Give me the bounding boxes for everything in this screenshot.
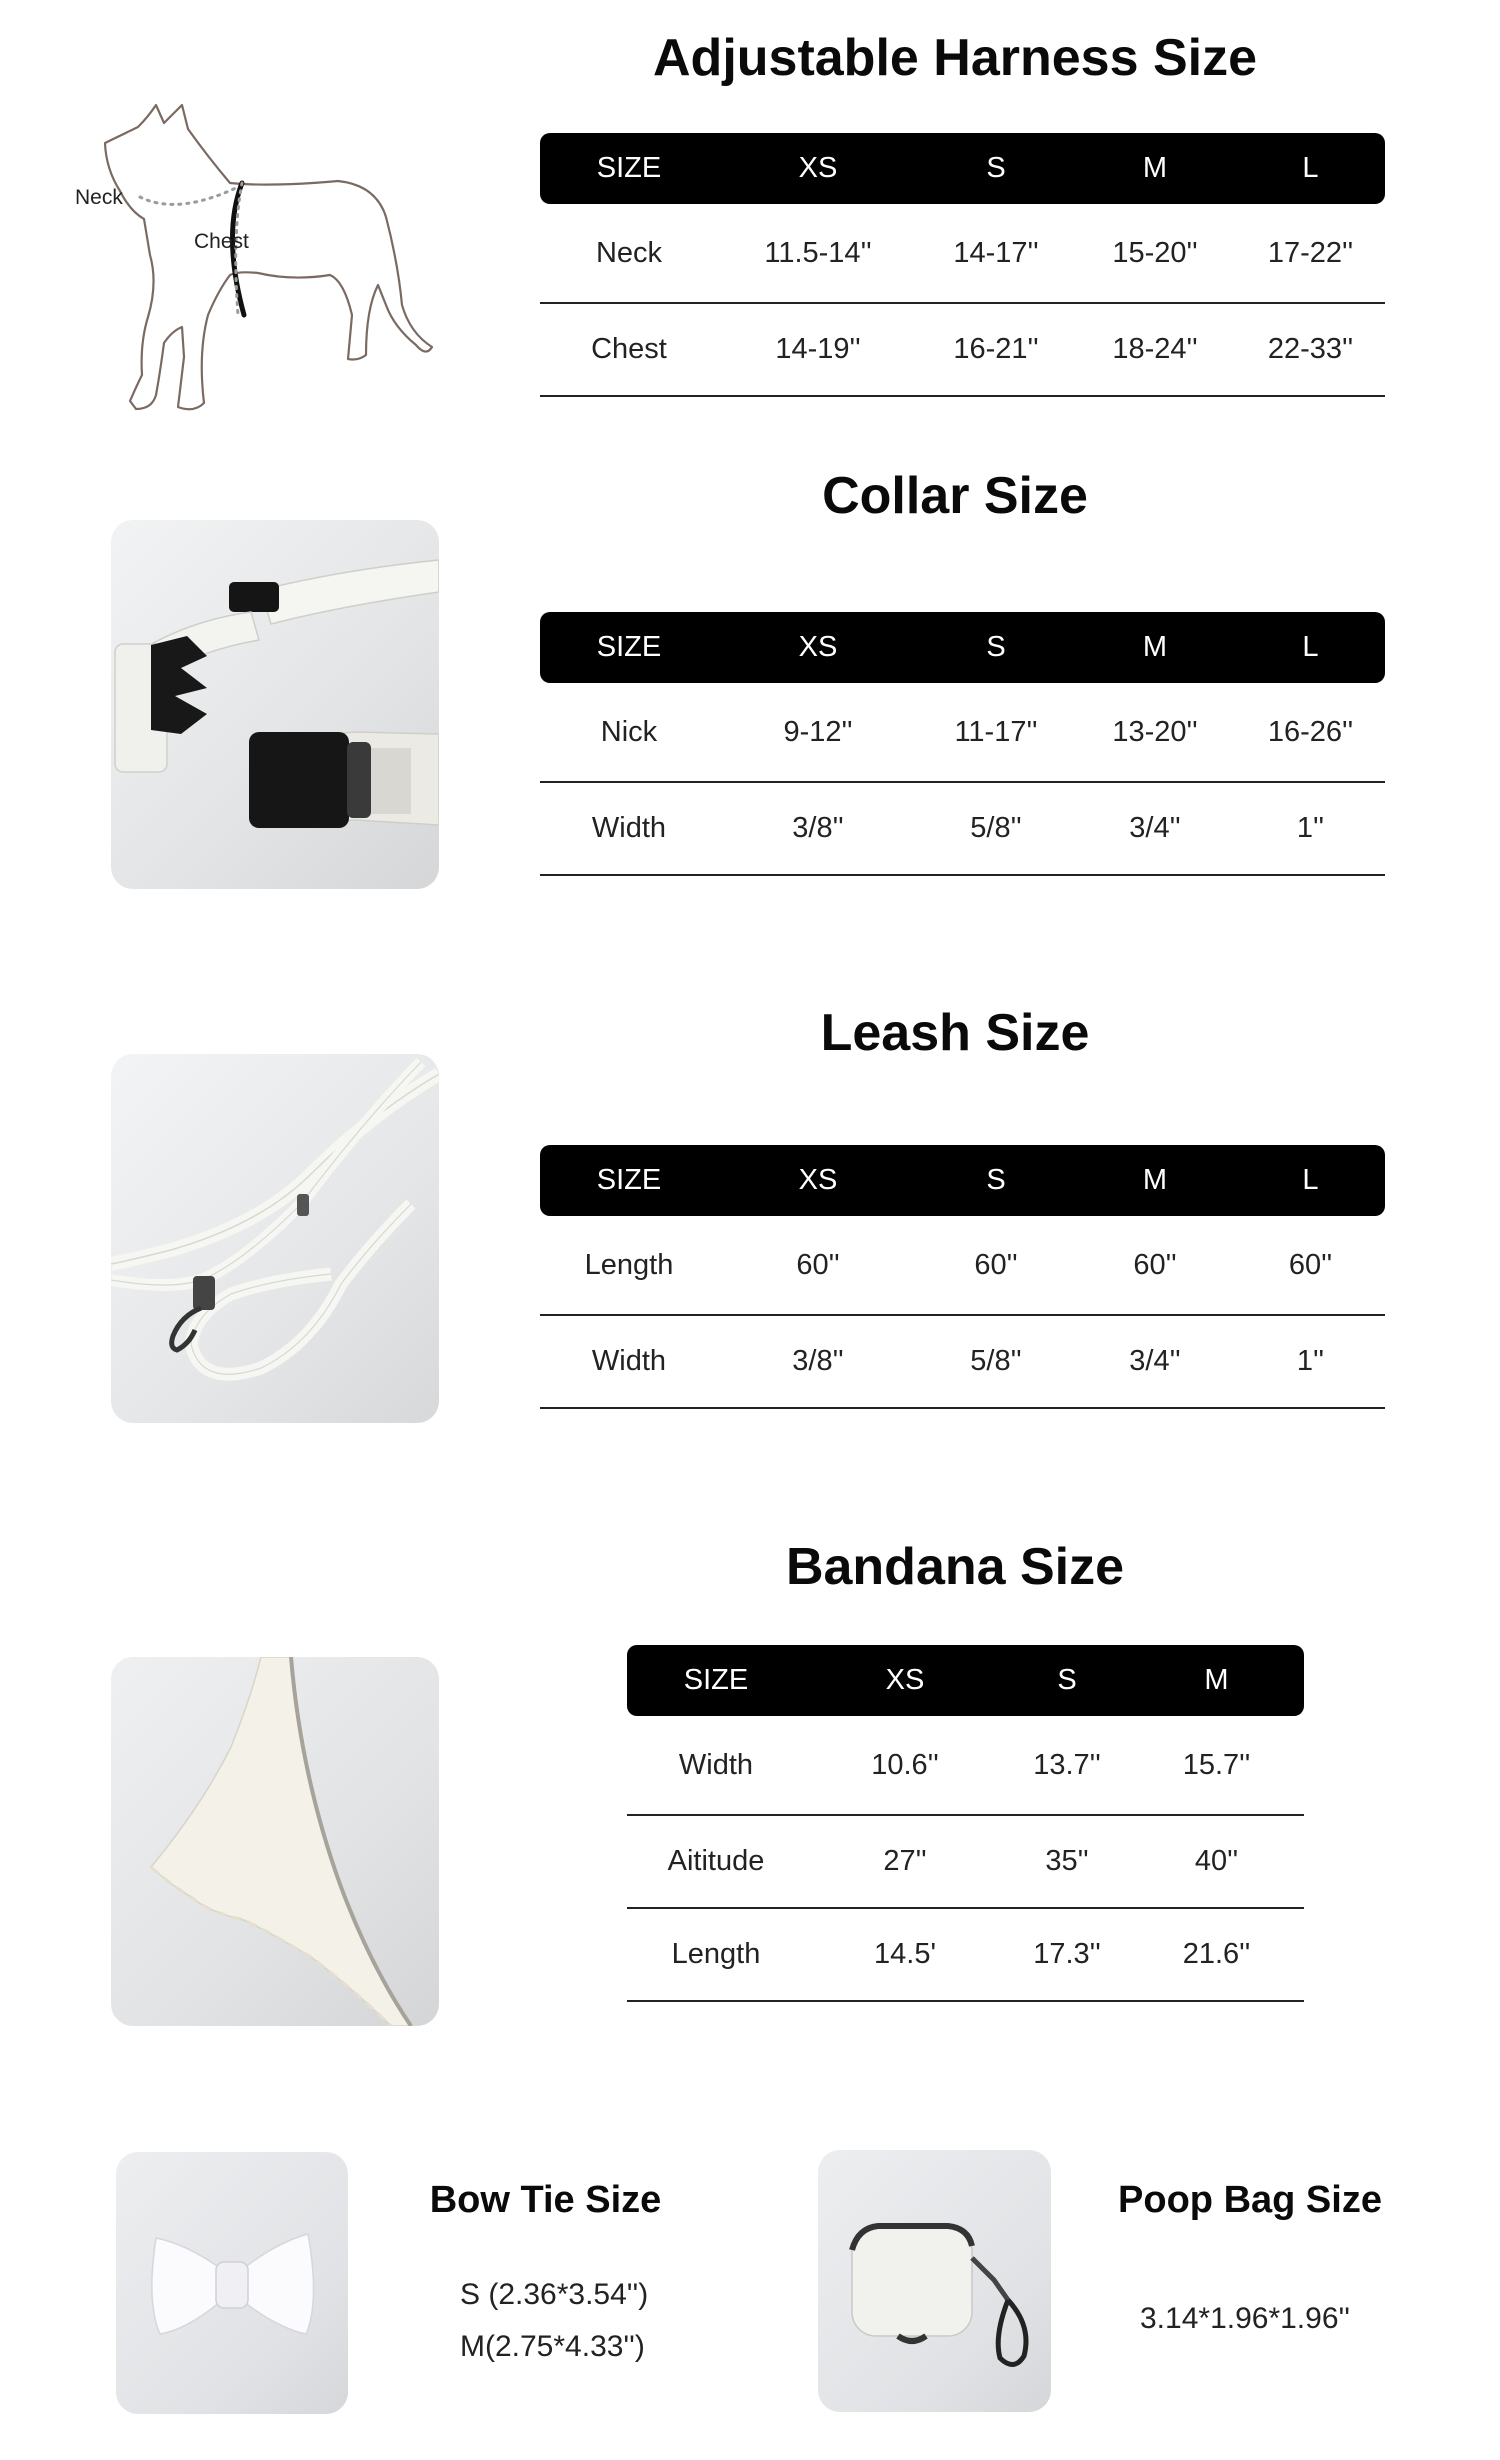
header-cell-xs: XS: [718, 612, 918, 683]
row-label: Aititude: [627, 1816, 805, 1909]
header-cell-l: L: [1236, 133, 1385, 204]
header-cell-xs: XS: [718, 1145, 918, 1216]
poopbag-size-line: 3.14*1.96*1.96'': [1140, 2302, 1350, 2335]
bowtie-size-line: S (2.36*3.54''): [460, 2278, 649, 2311]
table-cell: 60'': [718, 1216, 918, 1316]
row-label: Nick: [540, 683, 718, 783]
table-cell: 16-21'': [918, 304, 1074, 397]
table-row: [627, 1816, 1304, 1909]
header-cell-size: SIZE: [540, 133, 718, 204]
table-header-row: [540, 612, 1385, 683]
poopbag-photo: [818, 2150, 1051, 2412]
leash-title: Leash Size: [820, 1004, 1090, 1062]
table-cell: 15-20'': [1074, 204, 1236, 304]
table-cell: 17-22'': [1236, 204, 1385, 304]
bandana-size-table: [627, 1645, 1304, 2002]
table-row: [540, 783, 1385, 876]
table-row: [627, 1909, 1304, 2002]
header-cell-m: M: [1074, 612, 1236, 683]
header-cell-l: L: [1236, 612, 1385, 683]
table-row: [540, 1216, 1385, 1316]
table-cell: 18-24'': [1074, 304, 1236, 397]
table-row: [540, 304, 1385, 397]
table-cell: 17.3'': [1005, 1909, 1129, 2002]
table-cell: 9-12'': [718, 683, 918, 783]
table-cell: 1'': [1236, 1316, 1385, 1409]
table-cell: 60'': [1236, 1216, 1385, 1316]
header-cell-m: M: [1074, 133, 1236, 204]
table-cell: 16-26'': [1236, 683, 1385, 783]
table-cell: 13.7'': [1005, 1716, 1129, 1816]
table-row: [540, 204, 1385, 304]
header-cell-m: M: [1129, 1645, 1304, 1716]
header-cell-s: S: [918, 133, 1074, 204]
row-label: Width: [627, 1716, 805, 1816]
table-row: [540, 1316, 1385, 1409]
leash-size-table: [540, 1145, 1385, 1409]
row-label: Length: [540, 1216, 718, 1316]
bandana-photo: [111, 1657, 439, 2026]
header-cell-size: SIZE: [627, 1645, 805, 1716]
header-cell-s: S: [1005, 1645, 1129, 1716]
header-cell-size: SIZE: [540, 1145, 718, 1216]
table-cell: 5/8'': [918, 783, 1074, 876]
table-cell: 13-20'': [1074, 683, 1236, 783]
table-cell: 21.6'': [1129, 1909, 1304, 2002]
table-cell: 11.5-14'': [718, 204, 918, 304]
table-cell: 14-17'': [918, 204, 1074, 304]
row-label: Width: [540, 783, 718, 876]
table-cell: 3/8'': [718, 1316, 918, 1409]
leash-photo: [111, 1054, 439, 1423]
table-cell: 3/4'': [1074, 783, 1236, 876]
poopbag-title: Poop Bag Size: [1118, 2179, 1382, 2221]
table-cell: 60'': [918, 1216, 1074, 1316]
table-cell: 14-19'': [718, 304, 918, 397]
table-cell: 11-17'': [918, 683, 1074, 783]
bowtie-title: Bow Tie Size: [429, 2179, 662, 2221]
bandana-title: Bandana Size: [785, 1538, 1125, 1596]
table-cell: 40'': [1129, 1816, 1304, 1909]
harness-size-table: [540, 133, 1385, 397]
harness-title: Adjustable Harness Size: [653, 29, 1257, 87]
row-label: Neck: [540, 204, 718, 304]
bowtie-size-line: M(2.75*4.33''): [460, 2330, 645, 2363]
table-cell: 1'': [1236, 783, 1385, 876]
table-cell: 3/4'': [1074, 1316, 1236, 1409]
collar-size-table: [540, 612, 1385, 876]
table-header-row: [627, 1645, 1304, 1716]
table-cell: 14.5': [805, 1909, 1005, 2002]
header-cell-xs: XS: [805, 1645, 1005, 1716]
row-label: Width: [540, 1316, 718, 1409]
header-cell-xs: XS: [718, 133, 918, 204]
table-cell: 27'': [805, 1816, 1005, 1909]
row-label: Length: [627, 1909, 805, 2002]
header-cell-size: SIZE: [540, 612, 718, 683]
collar-title: Collar Size: [822, 467, 1088, 525]
header-cell-s: S: [918, 1145, 1074, 1216]
table-cell: 15.7'': [1129, 1716, 1304, 1816]
header-cell-s: S: [918, 612, 1074, 683]
table-header-row: [540, 133, 1385, 204]
table-header-row: [540, 1145, 1385, 1216]
dog-measurement-diagram: [60, 95, 450, 425]
table-cell: 35'': [1005, 1816, 1129, 1909]
chest-label: Chest: [194, 230, 249, 253]
table-cell: 60'': [1074, 1216, 1236, 1316]
table-row: [540, 683, 1385, 783]
table-row: [627, 1716, 1304, 1816]
table-cell: 22-33'': [1236, 304, 1385, 397]
collar-photo: [111, 520, 439, 889]
header-cell-l: L: [1236, 1145, 1385, 1216]
table-cell: 3/8'': [718, 783, 918, 876]
table-cell: 5/8'': [918, 1316, 1074, 1409]
bowtie-photo: [116, 2152, 348, 2414]
neck-label: Neck: [75, 186, 123, 209]
header-cell-m: M: [1074, 1145, 1236, 1216]
table-cell: 10.6'': [805, 1716, 1005, 1816]
row-label: Chest: [540, 304, 718, 397]
